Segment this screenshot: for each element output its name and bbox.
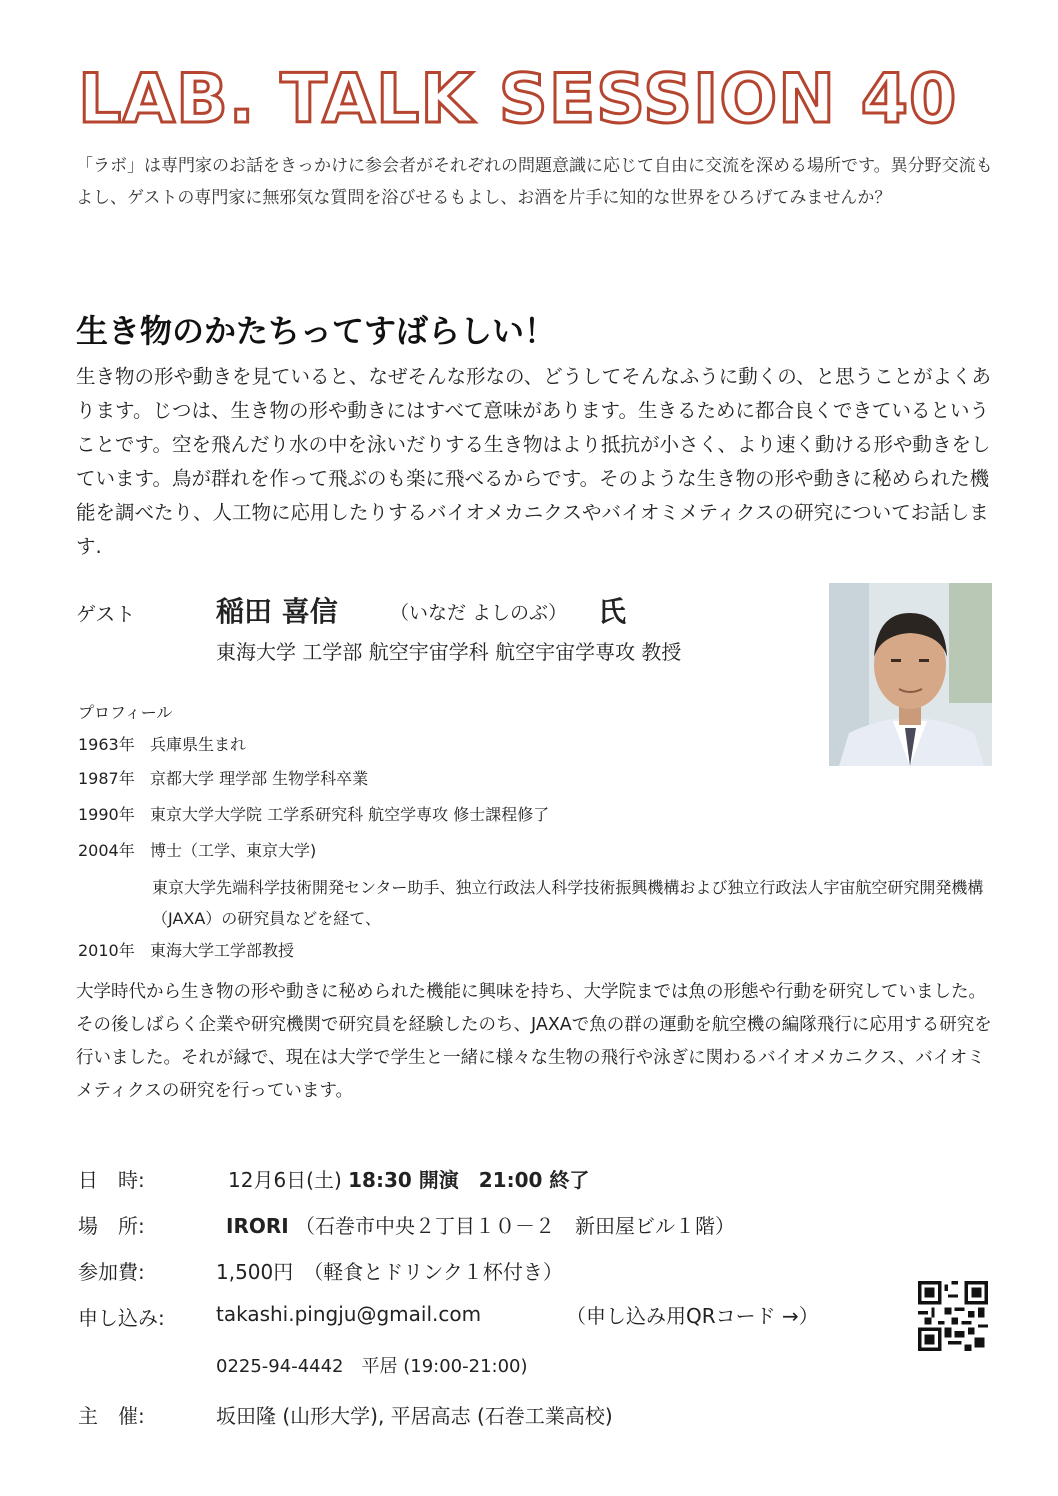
event-date (228, 1164, 589, 1193)
profile-item (78, 732, 246, 755)
profile-year: 1987年 (78, 769, 135, 788)
guest-label: ゲスト (76, 602, 136, 626)
guest-affiliation: 東海大学 工学部 航空宇宙学科 航空宇宙学専攻 教授 (216, 640, 682, 664)
profile-text: 東京大学大学院 工学系研究科 航空学専攻 修士課程修了 (150, 805, 550, 824)
profile-item (78, 838, 316, 861)
profile-item (78, 802, 549, 825)
qr-code[interactable] (918, 1281, 988, 1351)
apply-email[interactable]: takashi.pingju@gmail.com (216, 1302, 482, 1326)
apply-label: 申し込み: (78, 1306, 165, 1330)
profile-text: 京都大学 理学部 生物学科卒業 (150, 769, 369, 788)
guest-bio: 大学時代から生き物の形や動きに秘められた機能に興味を持ち、大学院までは魚の形態や行動を研究していました。その後しばらく企業や研究機関で研究員を経験したのち、JAXAで魚の群の運動を航空機の編隊飛行に応用する研究を行いました。それが縁で、現在は大学で学生と一緒に様々な生物の飛行や泳ぎに関わるバイオメカニクス、バイオミメティクスの研究を行っています。 (76, 982, 992, 1101)
talk-abstract: 生き物の形や動きを見ていると、なぜそんな形なの、どうしてそんなふうに動くの、と思うことがよくあります。じつは、生き物の形や動きにはすべて意味があります。生きるために都合良くできているということです。空を飛んだり水の中を泳いだりする生き物はより抵抗が小さく、より速く動ける形や動きをしています。鳥が群れを作って飛ぶのも楽に飛べるからです。そのような生き物の形や動きに秘められた機能を調べたり、人工物に応用したりするバイオメカニクスやバイオミメティクスの研究についてお話します. (76, 365, 991, 558)
host-label: 主 催: (78, 1404, 145, 1428)
page-title: LAB. TALK SESSION 40 (78, 60, 958, 139)
profile-year: 1990年 (78, 805, 135, 824)
profile-label: プロフィール (78, 703, 173, 722)
event-time: 18:30 開演 21:00 終了 (348, 1168, 590, 1192)
place-address: （石巻市中央２丁目１０－２ 新田屋ビル１階） (295, 1214, 736, 1238)
guest-honorific: 氏 (598, 595, 627, 628)
profile-text: 東海大学工学部教授 (150, 941, 295, 960)
apply-phone: 0225-94-4442 平居 (19:00-21:00) (216, 1356, 528, 1377)
event-fee: 1,500円 （軽食とドリンク１杯付き） (216, 1260, 563, 1284)
place-name: IRORI (226, 1214, 289, 1238)
guest-photo (829, 583, 992, 766)
profile-text: 兵庫県生まれ (150, 735, 247, 754)
profile-item (78, 766, 368, 789)
profile-item (78, 938, 294, 961)
intro-text: 「ラボ」は専門家のお話をきっかけに参会者がそれぞれの問題意識に応じて自由に交流を深める場所です。異分野交流もよし、ゲストの専門家に無邪気な質問を浴びせるもよし、お酒を片手に知的な世界をひろげてみませんか？ (76, 156, 993, 208)
event-day: 12月6日(土) (228, 1168, 342, 1192)
profile-note: 東京大学先端科学技術開発センター助手、独立行政法人科学技術振興機構および独立行政法人宇宙航空研究開発機構（JAXA）の研究員などを経て、 (152, 878, 984, 928)
fee-label: 参加費: (78, 1260, 145, 1284)
qr-note: （申し込み用QRコード →） (566, 1304, 819, 1328)
place-label: 場 所: (78, 1214, 145, 1238)
profile-year: 2004年 (78, 841, 135, 860)
talk-title: 生き物のかたちってすばらしい！ (76, 312, 557, 350)
profile-year: 2010年 (78, 941, 135, 960)
profile-year: 1963年 (78, 735, 135, 754)
date-label: 日 時: (78, 1168, 145, 1192)
guest-reading: （いなだ よしのぶ） (390, 602, 568, 624)
event-place (226, 1210, 735, 1239)
profile-text: 博士（工学、東京大学) (150, 841, 317, 860)
guest-name: 稲田 喜信 (216, 595, 338, 628)
event-host: 坂田隆 (山形大学), 平居高志 (石巻工業高校) (216, 1404, 613, 1428)
